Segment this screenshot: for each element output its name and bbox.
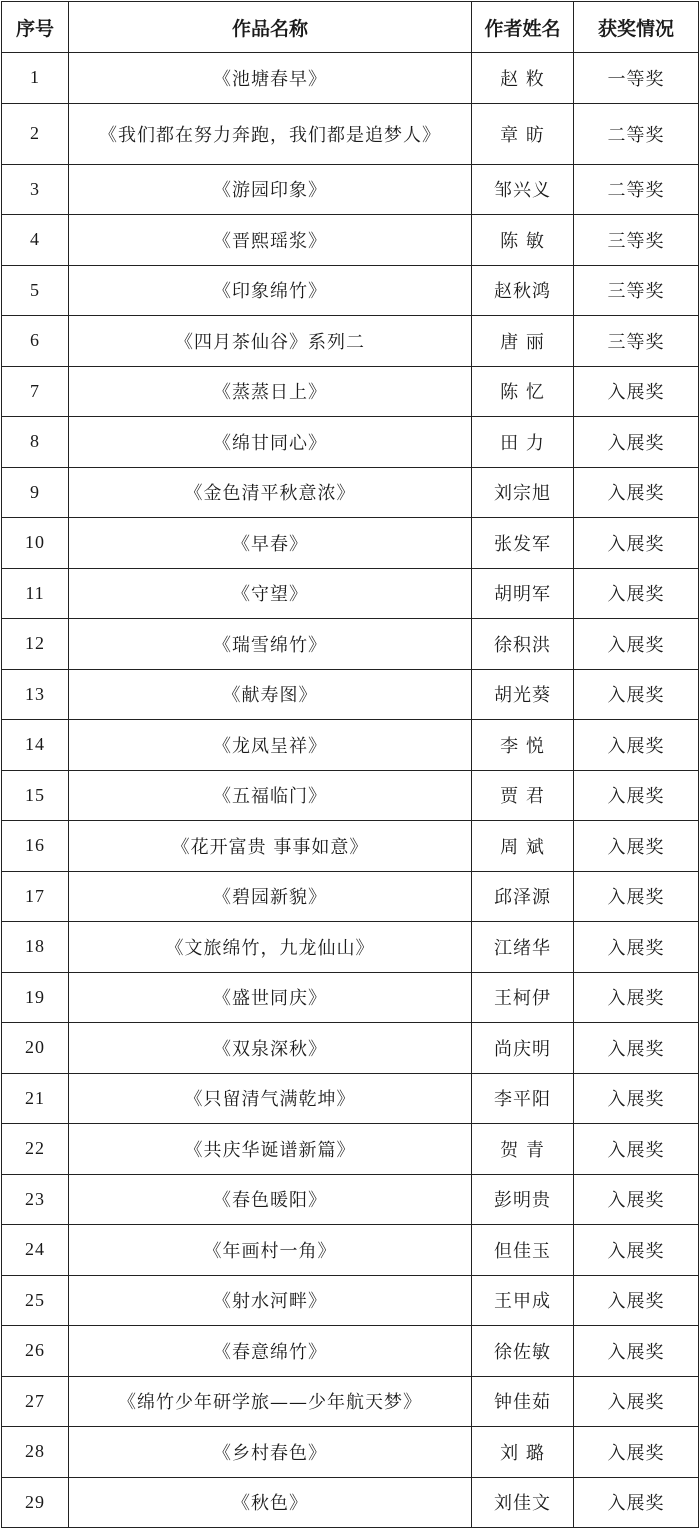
award-level: 二等奖 [574,164,699,215]
award-level: 入展奖 [574,1073,699,1124]
award-level: 入展奖 [574,1275,699,1326]
table-row [2,1275,699,1326]
row-number: 27 [2,1376,69,1427]
work-title: 《花开富贵 事事如意》 [69,821,472,872]
award-level: 三等奖 [574,215,699,266]
header-award: 获奖情况 [574,2,699,53]
work-title: 《春色暖阳》 [69,1174,472,1225]
author-name: 贾 君 [472,770,574,821]
award-level: 入展奖 [574,922,699,973]
work-title: 《文旅绵竹，九龙仙山》 [69,922,472,973]
table-row [2,720,699,771]
author-name: 刘 璐 [472,1427,574,1478]
author-name: 王柯伊 [472,972,574,1023]
award-level: 入展奖 [574,568,699,619]
table-row [2,871,699,922]
row-number: 12 [2,619,69,670]
table-row [2,1073,699,1124]
table-row [2,1174,699,1225]
row-number: 20 [2,1023,69,1074]
table-row [2,164,699,215]
author-name: 王甲成 [472,1275,574,1326]
award-level: 入展奖 [574,1376,699,1427]
work-title: 《池塘春早》 [69,53,472,104]
work-title: 《盛世同庆》 [69,972,472,1023]
work-title: 《只留清气满乾坤》 [69,1073,472,1124]
table-row [2,366,699,417]
work-title: 《蒸蒸日上》 [69,366,472,417]
author-name: 徐积洪 [472,619,574,670]
row-number: 16 [2,821,69,872]
work-title: 《射水河畔》 [69,1275,472,1326]
award-level: 入展奖 [574,821,699,872]
row-number: 25 [2,1275,69,1326]
work-title: 《绵竹少年研学旅——少年航天梦》 [69,1376,472,1427]
award-level: 入展奖 [574,1427,699,1478]
table-row [2,467,699,518]
award-level: 入展奖 [574,1477,699,1528]
table-row [2,265,699,316]
award-level: 入展奖 [574,871,699,922]
work-title: 《绵甘同心》 [69,417,472,468]
table-row [2,619,699,670]
award-level: 入展奖 [574,972,699,1023]
work-title: 《秋色》 [69,1477,472,1528]
author-name: 胡明军 [472,568,574,619]
work-title: 《游园印象》 [69,164,472,215]
work-title: 《印象绵竹》 [69,265,472,316]
author-name: 周 斌 [472,821,574,872]
row-number: 4 [2,215,69,266]
work-title: 《春意绵竹》 [69,1326,472,1377]
row-number: 2 [2,103,69,164]
row-number: 24 [2,1225,69,1276]
work-title: 《守望》 [69,568,472,619]
row-number: 5 [2,265,69,316]
table-row [2,53,699,104]
work-title: 《年画村一角》 [69,1225,472,1276]
author-name: 张发军 [472,518,574,569]
table-header-row [2,2,699,53]
author-name: 彭明贵 [472,1174,574,1225]
row-number: 11 [2,568,69,619]
author-name: 章 昉 [472,103,574,164]
work-title: 《龙凤呈祥》 [69,720,472,771]
author-name: 江绪华 [472,922,574,973]
award-level: 入展奖 [574,1023,699,1074]
table-row [2,568,699,619]
author-name: 陈 忆 [472,366,574,417]
row-number: 8 [2,417,69,468]
work-title: 《乡村春色》 [69,1427,472,1478]
table-row [2,922,699,973]
award-level: 入展奖 [574,417,699,468]
table-row [2,972,699,1023]
table-row [2,669,699,720]
row-number: 10 [2,518,69,569]
table-row [2,770,699,821]
work-title: 《瑞雪绵竹》 [69,619,472,670]
award-level: 三等奖 [574,265,699,316]
author-name: 钟佳茹 [472,1376,574,1427]
award-level: 入展奖 [574,1225,699,1276]
author-name: 赵 敉 [472,53,574,104]
row-number: 21 [2,1073,69,1124]
table-row [2,1124,699,1175]
award-level: 入展奖 [574,366,699,417]
work-title: 《五福临门》 [69,770,472,821]
work-title: 《献寿图》 [69,669,472,720]
table-row [2,215,699,266]
author-name: 赵秋鸿 [472,265,574,316]
header-title: 作品名称 [69,2,472,53]
author-name: 徐佐敏 [472,1326,574,1377]
row-number: 14 [2,720,69,771]
author-name: 刘佳文 [472,1477,574,1528]
award-level: 入展奖 [574,1124,699,1175]
table-row [2,417,699,468]
row-number: 13 [2,669,69,720]
header-author: 作者姓名 [472,2,574,53]
author-name: 陈 敏 [472,215,574,266]
author-name: 贺 青 [472,1124,574,1175]
row-number: 26 [2,1326,69,1377]
table-row [2,1427,699,1478]
award-level: 一等奖 [574,53,699,104]
row-number: 23 [2,1174,69,1225]
table-row [2,518,699,569]
row-number: 7 [2,366,69,417]
award-level: 入展奖 [574,1326,699,1377]
award-level: 入展奖 [574,1174,699,1225]
work-title: 《早春》 [69,518,472,569]
row-number: 9 [2,467,69,518]
award-level: 入展奖 [574,619,699,670]
awards-table [1,1,699,1528]
award-level: 入展奖 [574,518,699,569]
row-number: 17 [2,871,69,922]
work-title: 《金色清平秋意浓》 [69,467,472,518]
award-level: 三等奖 [574,316,699,367]
table-row [2,1376,699,1427]
author-name: 胡光葵 [472,669,574,720]
work-title: 《共庆华诞谱新篇》 [69,1124,472,1175]
table-row [2,316,699,367]
table-row [2,103,699,164]
row-number: 1 [2,53,69,104]
award-level: 入展奖 [574,669,699,720]
author-name: 邹兴义 [472,164,574,215]
award-level: 入展奖 [574,720,699,771]
table-row [2,1326,699,1377]
author-name: 但佳玉 [472,1225,574,1276]
table-row [2,1477,699,1528]
row-number: 6 [2,316,69,367]
author-name: 唐 丽 [472,316,574,367]
work-title: 《晋熙瑶浆》 [69,215,472,266]
row-number: 29 [2,1477,69,1528]
author-name: 李 悦 [472,720,574,771]
author-name: 邱泽源 [472,871,574,922]
table-row [2,1023,699,1074]
table-row [2,1225,699,1276]
row-number: 18 [2,922,69,973]
table-row [2,821,699,872]
row-number: 15 [2,770,69,821]
award-level: 二等奖 [574,103,699,164]
row-number: 3 [2,164,69,215]
row-number: 22 [2,1124,69,1175]
work-title: 《我们都在努力奔跑，我们都是追梦人》 [69,103,472,164]
row-number: 28 [2,1427,69,1478]
work-title: 《四月茶仙谷》系列二 [69,316,472,367]
award-level: 入展奖 [574,770,699,821]
author-name: 刘宗旭 [472,467,574,518]
header-no: 序号 [2,2,69,53]
author-name: 李平阳 [472,1073,574,1124]
work-title: 《双泉深秋》 [69,1023,472,1074]
work-title: 《碧园新貌》 [69,871,472,922]
author-name: 田 力 [472,417,574,468]
award-level: 入展奖 [574,467,699,518]
row-number: 19 [2,972,69,1023]
author-name: 尚庆明 [472,1023,574,1074]
